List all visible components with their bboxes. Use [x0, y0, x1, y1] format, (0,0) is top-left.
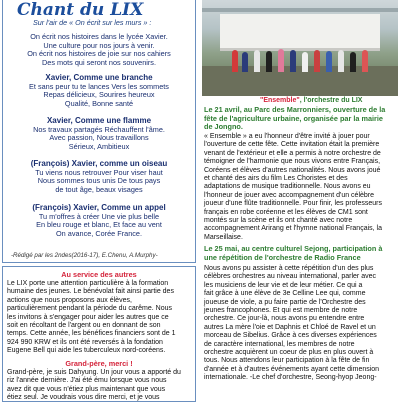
- text-line: Nous avons pu assister à cette répétition d'un des plus: [204, 265, 374, 272]
- service-box: [2, 266, 196, 402]
- event1-heading: [204, 106, 398, 132]
- service-title: Au service des autres: [61, 270, 137, 279]
- poem-line: Repas délicieux, Sourires heureux: [43, 90, 155, 100]
- performer: [314, 50, 320, 72]
- heading-line: Le 25 mai, au centre culturel Sejong, participation à: [204, 244, 383, 253]
- performer: [278, 49, 284, 72]
- stanza-heading: (François) Xavier, comme un oiseau: [30, 159, 168, 168]
- poem-line: Tu m'offres à créer Une vie plus belle: [38, 211, 160, 221]
- text-line: les musiciens de leur vie et de leur métier. Ce qui a: [204, 281, 363, 289]
- text-line: étiez seul. Je voudrais vous dire merci, et je vous: [7, 394, 160, 402]
- caption-rest: , l'orchestre du LIX: [299, 97, 363, 104]
- thanks-title: Grand-père, merci !: [65, 359, 133, 368]
- performer: [232, 50, 238, 72]
- stanza-heading: Xavier, Comme une branche: [45, 73, 153, 82]
- stanza-5: [3, 204, 195, 238]
- poem-line: On écrit nos histoires de joie sur nos cahiers: [27, 49, 171, 59]
- text-line: actions que nous proposons aux élèves,: [7, 296, 132, 304]
- text-line: « Ensemble » a eu l'honneur d'être invité à jouer pour: [204, 133, 370, 140]
- performer: [350, 52, 356, 72]
- text-line: joueur d'une flûte traditionnelle. Pour finir, les professeurs: [204, 200, 382, 208]
- text-line: Marseillaise.: [204, 233, 243, 241]
- song-credit: -Rédigé par les 2ndes(2016-17), E.Chenu, A.Murphy-: [11, 252, 158, 259]
- text-line: Le LIX porte une attention particulière à la formation: [7, 280, 169, 287]
- text-line: l'ouverture de cette fête. Cette invitation était la première: [204, 141, 380, 149]
- song-box: [2, 0, 196, 263]
- poem-line: Nos travaux partagés Réchauffent l'âme.: [33, 124, 165, 134]
- event2-text: [204, 265, 398, 383]
- text-line: fait grâce à une élève de 3e Celline Lee qui, comme: [204, 290, 366, 298]
- right-column: [200, 0, 400, 400]
- text-line: soit en récoltant de l'argent ou en donnant de son: [7, 322, 161, 330]
- performer: [362, 50, 368, 72]
- service-text: [7, 280, 191, 356]
- text-line: internationale. -Le chef d'orchestre, Seong-hyop Jeong-: [204, 374, 377, 382]
- poem-line: Avec passion, Nous travaillons: [49, 133, 149, 143]
- song-title: Chant du LIX: [17, 0, 144, 20]
- text-line: Grand-père, je suis Dahyung. Un jour vous a apporté du: [7, 369, 181, 376]
- poem-line: de tout âge, beaux visages: [55, 184, 143, 194]
- poem-line: Et sans peur tu te lances Vers les sommets: [29, 81, 169, 91]
- text-line: montés sur la scène et ils ont chanté avec notre: [204, 217, 353, 225]
- text-line: Coréens et élèves d'autres nationalités. Nous avons joué: [204, 166, 381, 174]
- text-line: humaine des jeunes. Le bénévolat fait ainsi partie des: [7, 288, 174, 296]
- text-line: français en robe coréenne et les élèves de CM1 sont: [204, 208, 368, 216]
- text-line: d'année et à d'autres événements ayant cette dimension: [204, 365, 380, 373]
- left-column: [0, 0, 196, 400]
- performer: [326, 51, 332, 72]
- poem-line: On écrit nos histoires dans le lycée Xavier.: [30, 32, 168, 41]
- poem-line: En bleu rouge et blanc, Et face au vent: [36, 220, 162, 230]
- poem-line: Qualité, Bonne santé: [64, 98, 134, 108]
- thanks-text: [7, 369, 191, 403]
- text-line: témoigner de l'harmonie que nous vivons entre Français,: [204, 158, 381, 166]
- stanza-4: [3, 160, 195, 194]
- stanza-2: [3, 74, 195, 108]
- text-line: accompagnement Arirang et l'hymne national Français, la: [204, 225, 382, 233]
- tent-frame: [202, 8, 398, 12]
- text-line: autres La mère l'oie et Daphnis et Chloé de Ravel et un: [204, 323, 376, 331]
- text-line: joueuse de viole, a pu faire partie de l'Orchestre des: [204, 298, 366, 306]
- poem-line: On avance, Corée France.: [56, 228, 142, 238]
- text-line: adaptations de musique traditionnelle. Nous avons eu: [204, 183, 371, 191]
- text-line: orchestre. Ce jour-là, nous avons pu entendre entre: [204, 315, 365, 323]
- poem-line: Une culture pour nos jours à venir.: [43, 40, 155, 50]
- text-line: orchestre acquièrent un coeur de plus en plus ouvert à: [204, 349, 374, 357]
- heading-line: une répétition de l'orchestre de Radio France: [204, 252, 361, 262]
- text-line: les invitons à s'engager pour aider les autres que ce: [7, 313, 169, 321]
- performer: [242, 52, 248, 72]
- text-line: morceau de Sibelius. Grâce à ces diverses expériences: [204, 332, 377, 340]
- event1-text: [204, 133, 398, 242]
- poem-line: Des mots qui seront nos souvenirs.: [42, 57, 156, 67]
- text-line: tous. Nous attendons leur participation à la fête de fin: [204, 357, 370, 365]
- text-line: célèbres orchestres au niveau international, parler avec: [204, 273, 376, 281]
- heading-line: Le 21 avril, au Parc des Marronniers, ouverture de la: [204, 105, 386, 114]
- orchestra-photo: [202, 0, 398, 96]
- text-line: jeunes francophones. Et qui est membre de notre: [204, 307, 358, 315]
- text-line: Eugene Bell qui aide les tuberculeux nord-coréens.: [7, 347, 166, 355]
- tent-canopy: [220, 14, 380, 51]
- text-line: et chanté des airs du film Les Choristes et des: [204, 175, 348, 183]
- heading-line: de Jongno.: [204, 122, 243, 132]
- song-subtitle: Sur l'air de « On écrit sur les murs » :: [33, 18, 152, 27]
- poem-line: Nous sommes tous unis De tous pays: [37, 176, 161, 186]
- text-line: l'honneur de jouer avec accompagnement d'un célèbre: [204, 191, 375, 199]
- stanza-3: [3, 117, 195, 151]
- poem-line: Tu viens nous retrouver Pour viser haut: [35, 167, 163, 177]
- caption-title: "Ensemble": [260, 97, 300, 104]
- stanza-heading: Xavier, Comme une flamme: [46, 116, 152, 125]
- text-line: 924 990 KRW et ils ont été reversés à la fondation: [7, 338, 163, 346]
- text-line: temps. Cette année, les bénéfices financiers sont de 1: [7, 330, 176, 338]
- text-line: particulièrement pendant la période du carême. Nous: [7, 305, 172, 313]
- text-line: riz l'année dernière. J'ai été ému lorsque vous nous: [7, 377, 167, 385]
- poem-line: Sérieux, Ambitieux: [68, 141, 130, 151]
- photo-caption: [260, 97, 362, 104]
- text-line: venant de l'extérieur et elle a permis à notre orchestre de: [204, 149, 381, 157]
- performer: [254, 50, 260, 72]
- stanza-1: [3, 33, 195, 67]
- stanza-heading: (François) Xavier, Comme un appel: [32, 203, 166, 212]
- performer: [290, 50, 296, 72]
- event2-heading: [204, 245, 398, 262]
- performer: [266, 51, 272, 72]
- performer: [302, 52, 308, 72]
- text-line: de caractère international, les membres de notre: [204, 340, 355, 348]
- text-line: avez dit que vous n'étiez plus maintenant que vous: [7, 385, 166, 393]
- performer: [338, 50, 344, 72]
- heading-line: fête de l'agriculture urbaine, organisée par la mairie: [204, 113, 383, 123]
